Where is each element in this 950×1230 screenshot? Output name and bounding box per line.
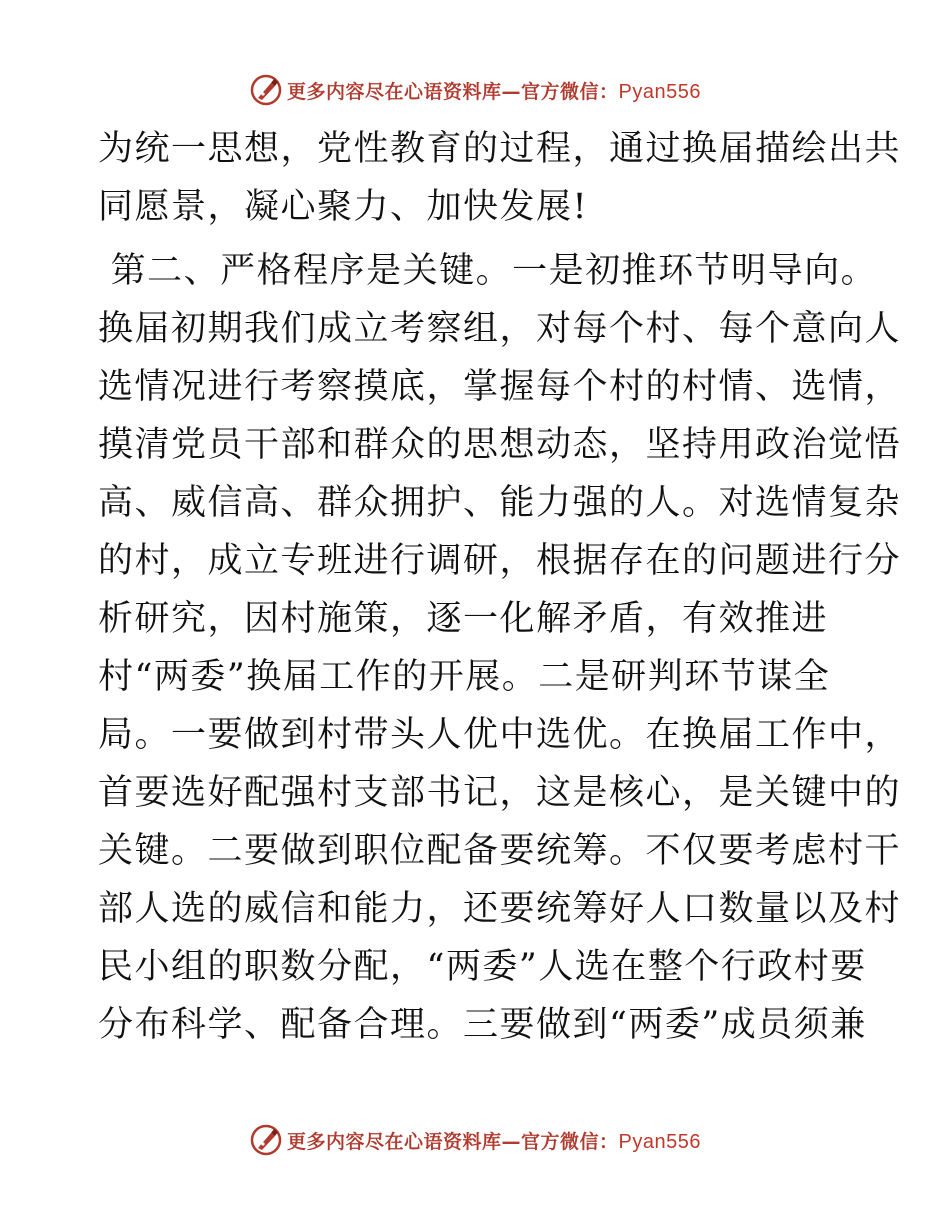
watermark-account: Pyan556 [618,80,701,103]
watermark-wechat-label: 官方微信： [521,80,619,103]
watermark-dash: — [501,80,522,103]
text-line: 关键。二要做到职位配备要统筹。不仅要考虑村干 [98,831,902,871]
watermark-wechat-label: 官方微信： [521,1130,619,1153]
text-line: 的村，成立专班进行调研，根据存在的问题进行分 [98,541,902,581]
text-line: 局。一要做到村带头人优中选优。在换届工作中， [98,715,902,755]
text-line: 部人选的威信和能力，还要统筹好人口数量以及村 [98,889,902,929]
text-line: 分布科学、配备合理。三要做到“两委”成员须兼 [98,1005,867,1045]
text-line: 换届初期我们成立考察组，对每个村、每个意向人 [98,309,902,349]
text-line: 选情况进行考察摸底，掌握每个村的村情、选情， [98,367,902,407]
text-line: 第二、严格程序是关键。一是初推环节明导向。 [98,251,878,291]
pen-logo-icon [249,1123,283,1157]
text-line: 为统一思想，党性教育的过程，通过换届描绘出共 [98,129,902,169]
text-line: 民小组的职数分配，“两委”人选在整个行政村要 [98,947,867,987]
text-line: 同愿景，凝心聚力、加快发展! [98,187,589,227]
paragraph-2 [98,242,902,1054]
header-watermark [0,70,950,110]
text-line: 高、威信高、群众拥护、能力强的人。对选情复杂 [98,483,902,523]
text-line: 摸清党员干部和群众的思想动态，坚持用政治觉悟 [98,425,902,465]
pen-logo-icon [249,73,283,107]
paragraph-1 [98,120,902,236]
text-line: 首要选好配强村支部书记，这是核心，是关键中的 [98,773,902,813]
text-line: 村“两委”换届工作的开展。二是研判环节谋全 [98,657,831,697]
footer-watermark [0,1120,950,1160]
document-body [98,120,902,1054]
text-line: 析研究，因村施策，逐一化解矛盾，有效推进 [98,599,829,639]
watermark-brand: 更多内容尽在心语资料库 [287,1130,502,1153]
watermark-brand: 更多内容尽在心语资料库 [287,80,502,103]
watermark-dash: — [501,1130,522,1153]
watermark-account: Pyan556 [618,1130,701,1153]
